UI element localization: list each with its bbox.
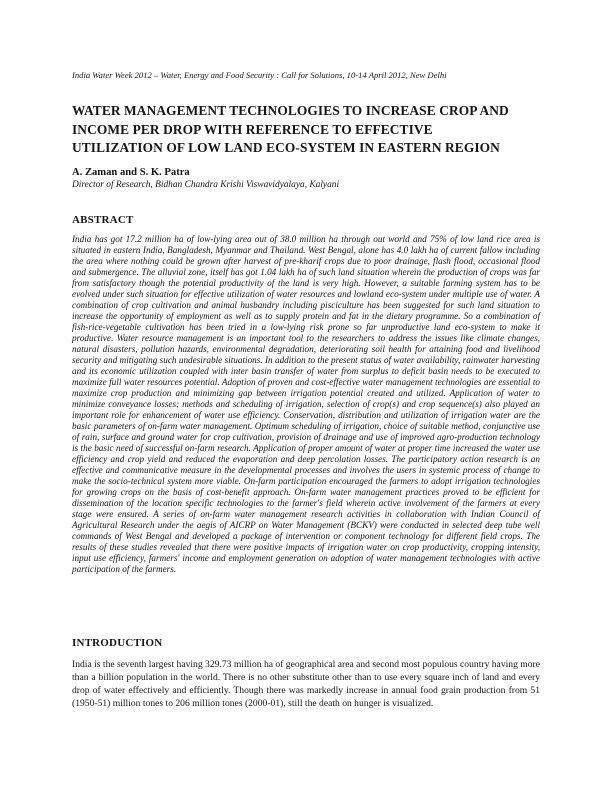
paper-title xyxy=(72,102,540,158)
abstract-heading: ABSTRACT xyxy=(72,214,134,226)
affiliation-line: Director of Research, Bidhan Chandra Krishi Viswavidyalaya, Kalyani xyxy=(72,180,340,190)
paper-title-line-3: UTILIZATION OF LOW LAND ECO-SYSTEM IN EASTERN REGION xyxy=(72,140,500,155)
conference-header: India Water Week 2012 – Water, Energy and Food Security : Call for Solutions, 10-14 April 2012, New Delhi xyxy=(72,70,447,80)
authors-line: A. Zaman and S. K. Patra xyxy=(72,167,190,178)
introduction-body: India is the seventh largest having 329.73 million ha of geographical area and second most populous country having more than a billion population in the world. There is no other substitute other than to use every square inch of land and every drop of water effectively and efficiently. Though there was markedly increase in annual food grain production from 51 (1950-51) million tones to 206 million tones (2000-01), still the death on hunger is visualized. xyxy=(72,659,540,709)
abstract-body: India has got 17.2 million ha of low-lying area out of 38.0 million ha through out world and 75% of low land rice area is situated in eastern India, Bangladesh, Myanmar and Thailand. West Bengal, alone has 4.0 lakh ha of current fallow including the area where nothing could be grown after harvest of pre-kharif crops due to poor drainage, flash flood, occasional flood and submergence. The alluvial zone, itself has got 1.04 lakh ha of such land situation wherein the production of crops was far from satisfactory though the potential productivity of the land is very high. However, a suitable farming system has to be evolved under such situation for effective utilization of water resources and lowland eco-system under multiple use of water. A combination of crop cultivation and animal husbandry including pisciculture has been suggested for such land situation to increase the opportunity of employment as well as to supply protein and fat in the dietary programme. So a combination of fish-rice-vegetable cultivation has been tried in a low-lying risk prone so far unproductive land eco-system to make it productive. Water resource management is an important tool to the researchers to address the issues like climate changes, natural disasters, pollution hazards, environmental degradation, deteriorating soil health for attaining food and livelihood security and mitigating such undesirable situations. In addition to the present status of water availability, rainwater harvesting and its economic utilization coupled with inter basin transfer of water from surplus to deficit basin needs to be executed to maximize full water resources potential. Adoption of proven and cost-effective water management technologies are essential to maximize crop production and minimizing gap between irrigation potential created and utilized. Application of water to minimize conveyance losses; methods and scheduling of irrigation, selection of crop(s) and crop sequence(s) also played an important role for enhancement of water use efficiency. Conservation, distribution and utilization of irrigation water are the basic parameters of on-farm water management. Optimum scheduling of irrigation, choice of suitable method, conjunctive use of rain, surface and ground water for crop cultivation, provision of drainage and use of improved agro-production technology is the basic need of successful on-farm research. Application of proper amount of water at proper time increased the water use efficiency and crop yield and reduced the evaporation and deep percolation losses. The participatory action research is an effective and communicative measure in the developmental processes and involves the users in systemic process of change to make the socio-technical system more viable. On-farm participation encouraged the farmers to adopt irrigation technologies for growing crops on the basis of cost-benefit approach. On-farm water management practices proved to be efficient for dissemination of the location specific technologies to the farmer's field wherein active involvement of the farmers at every stage were ensured. A series of on-farm water management research activities in collaboration with Indian Council of Agricultural Research under the aegis of AICRP on Water Management (BCKV) were conducted in selected deep tube well commands of West Bengal and developed a package of intervention or component technology for different field crops. The results of these studies revealed that there were positive impacts of irrigation water on crop productivity, cropping intensity, input use efficiency, farmers' income and employment generation on adoption of water management technologies with active participation of the farmers. xyxy=(72,234,540,574)
paper-title-line-1: WATER MANAGEMENT TECHNOLOGIES TO INCREASE CROP AND xyxy=(72,103,509,118)
introduction-heading: INTRODUCTION xyxy=(72,637,163,649)
paper-title-line-2: INCOME PER DROP WITH REFERENCE TO EFFECTIVE xyxy=(72,121,433,137)
